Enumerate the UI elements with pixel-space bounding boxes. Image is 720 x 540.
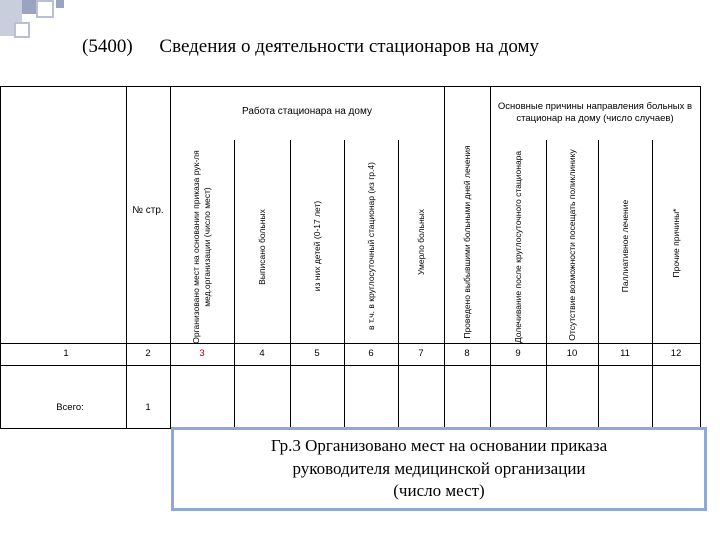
total-row-label: Всего: xyxy=(56,402,84,413)
column-number: 9 xyxy=(515,348,521,359)
total-row-line-number: 1 xyxy=(145,402,151,413)
column-number: 10 xyxy=(566,348,578,359)
column-number: 11 xyxy=(620,348,630,359)
column-number: 1 xyxy=(63,348,69,359)
column-number: 5 xyxy=(314,348,320,359)
column-header-8: Проведено выбывшими больными дней лечения xyxy=(461,145,472,339)
column-header-6: в т.ч. в круглосуточный стационар (из гр.4) xyxy=(365,162,376,330)
row-number-header: № стр. xyxy=(132,204,164,216)
column-header-9: Долечивание после круглосуточного стационара xyxy=(512,150,523,344)
column-3-callout xyxy=(171,427,707,511)
column-header-5: из них детей (0-17 лет) xyxy=(311,200,322,292)
column-number: 6 xyxy=(368,348,374,359)
column-number: 4 xyxy=(259,348,265,359)
reasons-group-header: Основные причины направления больных в стационар на дому (число случаев) xyxy=(497,101,693,124)
callout-line-2: руководителя медицинской организации xyxy=(292,458,586,478)
callout-line-1: Гр.3 Организовано мест на основании приказа xyxy=(270,435,608,455)
column-header-10: Отсутствие возможности посещать поликлинику xyxy=(566,149,577,341)
column-number: 2 xyxy=(145,348,151,359)
column-header-4: Выписано больных xyxy=(256,209,267,285)
column-number: 12 xyxy=(670,348,682,359)
work-group-header: Работа стационара на дому xyxy=(242,105,372,117)
title-text: Сведения о деятельности стационаров на дому xyxy=(159,36,540,57)
callout-line-3: (число мест) xyxy=(393,481,485,501)
form-code: (5400) xyxy=(82,36,133,57)
column-header-7: Умерло больных xyxy=(415,208,426,276)
column-header-3: Организовано мест на основании приказа рук-ля мед.организации (число мест) xyxy=(191,150,212,344)
column-number: 8 xyxy=(464,348,470,359)
column-number: 7 xyxy=(418,348,424,359)
column-header-12: Прочие причины* xyxy=(670,208,681,278)
column-header-11: Паллиативное лечение xyxy=(619,199,630,293)
column-number-highlighted: 3 xyxy=(199,348,205,359)
